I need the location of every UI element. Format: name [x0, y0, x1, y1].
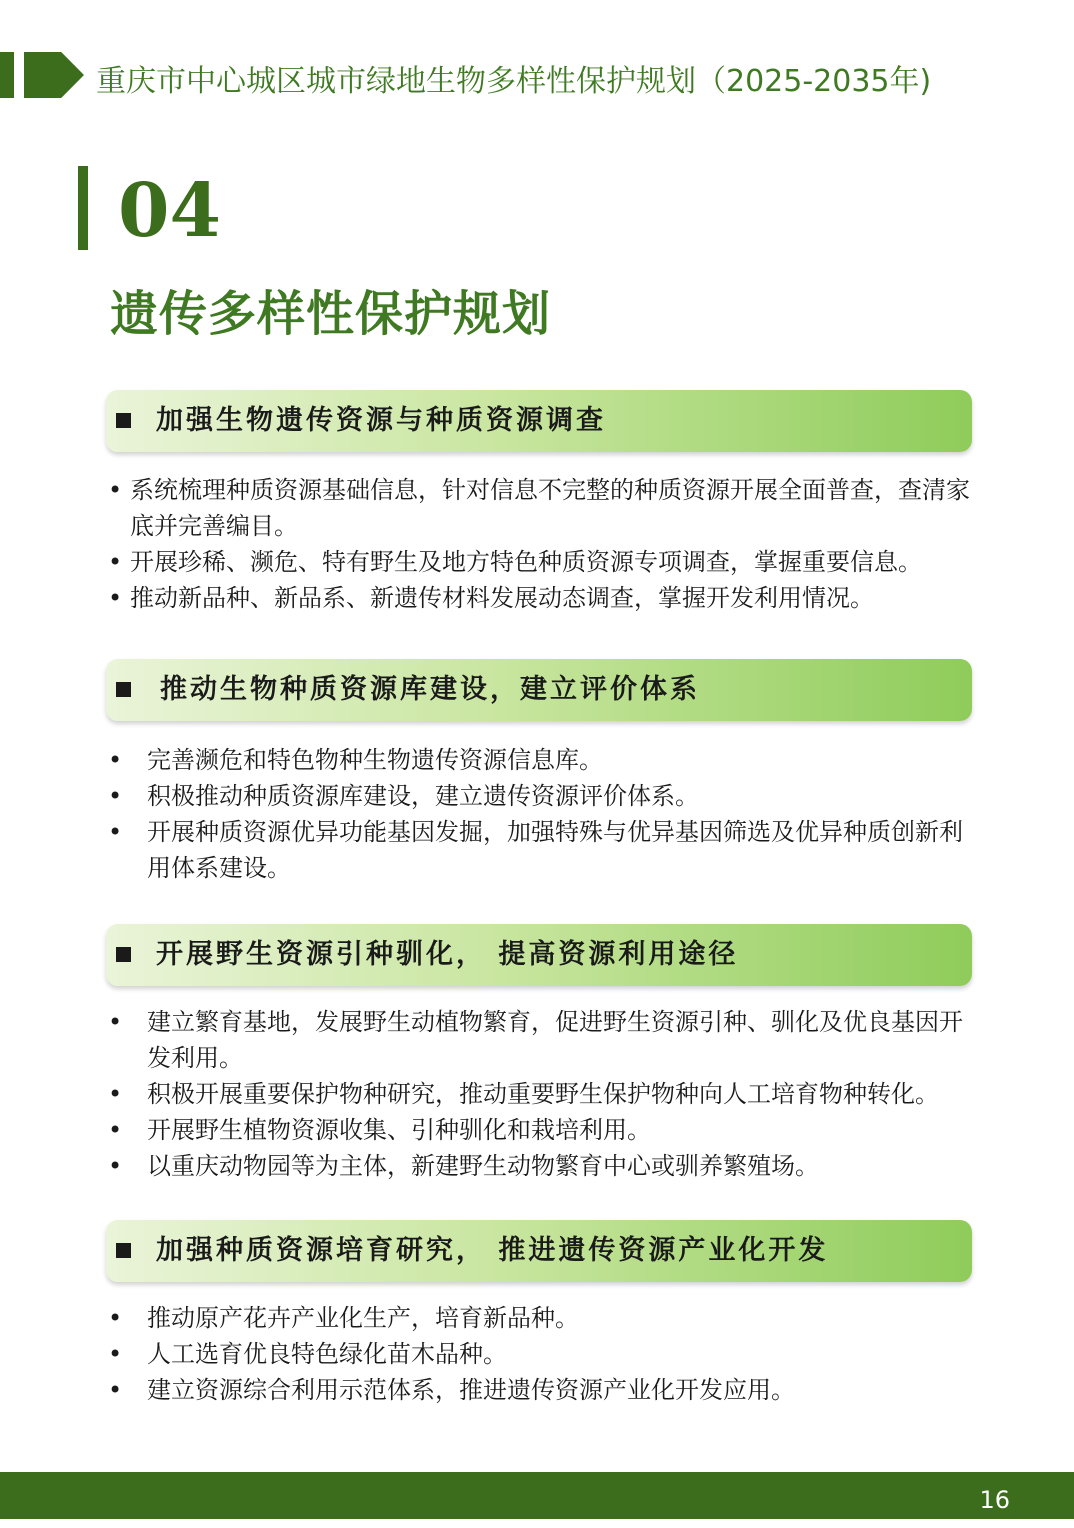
document-title: 重庆市中心城区城市绿地生物多样性保护规划（2025-2035年): [96, 64, 932, 99]
bullet-dot-icon: •: [108, 1008, 123, 1036]
section-list-germplasm-bank: [104, 742, 984, 886]
section-title: 加强种质资源培育研究， 推进遗传资源产业化开发: [156, 1235, 829, 1266]
square-bullet-icon: [116, 682, 131, 697]
list-item: • 人工选育优良特色绿化苗木品种。: [104, 1336, 984, 1372]
section-header-industrialization: [106, 1220, 972, 1282]
list-item: • 完善濒危和特色物种生物遗传资源信息库。: [104, 742, 984, 778]
bullet-dot-icon: •: [108, 584, 123, 612]
section-title: 开展野生资源引种驯化， 提高资源利用途径: [156, 939, 739, 970]
bullet-dot-icon: •: [108, 818, 123, 846]
square-bullet-icon: [116, 413, 131, 428]
header-bar: [0, 52, 14, 98]
bullet-dot-icon: •: [108, 1376, 123, 1404]
chapter-number: 04: [118, 168, 221, 254]
bullet-dot-icon: •: [108, 1080, 123, 1108]
page-footer: [0, 1472, 1074, 1519]
bullet-dot-icon: •: [108, 1152, 123, 1180]
bullet-dot-icon: •: [108, 1116, 123, 1144]
list-item: • 建立繁育基地，发展野生动植物繁育，促进野生资源引种、驯化及优良基因开发利用。: [104, 1004, 984, 1076]
list-item: • 开展种质资源优异功能基因发掘，加强特殊与优异基因筛选及优异种质创新利用体系建设。: [104, 814, 984, 886]
list-item: • 推动原产花卉产业化生产，培育新品种。: [104, 1300, 984, 1336]
bullet-dot-icon: •: [108, 746, 123, 774]
chapter-title: 遗传多样性保护规划: [110, 286, 552, 342]
list-item: • 开展野生植物资源收集、引种驯化和栽培利用。: [104, 1112, 984, 1148]
bullet-dot-icon: •: [108, 1304, 123, 1332]
list-item: • 积极推动种质资源库建设，建立遗传资源评价体系。: [104, 778, 984, 814]
section-title: 加强生物遗传资源与种质资源调查: [156, 405, 606, 436]
list-item: • 以重庆动物园等为主体，新建野生动物繁育中心或驯养繁殖场。: [104, 1148, 984, 1184]
square-bullet-icon: [116, 947, 131, 962]
chapter-marker-bar: [78, 166, 88, 250]
bullet-dot-icon: •: [108, 782, 123, 810]
section-list-wild-resources: [104, 1004, 984, 1184]
header-arrow-icon: [24, 52, 84, 98]
section-header-survey: [106, 390, 972, 452]
bullet-dot-icon: •: [108, 1340, 123, 1368]
page-number: 16: [979, 1486, 1010, 1514]
section-header-germplasm-bank: [106, 659, 972, 721]
section-list-survey: [104, 472, 984, 616]
section-title: 推动生物种质资源库建设，建立评价体系: [160, 674, 700, 705]
list-item: • 开展珍稀、濒危、特有野生及地方特色种质资源专项调查，掌握重要信息。: [104, 544, 984, 580]
bullet-dot-icon: •: [108, 476, 123, 504]
section-header-wild-resources: [106, 924, 972, 986]
list-item: • 系统梳理种质资源基础信息，针对信息不完整的种质资源开展全面普查，查清家底并完善编目。: [104, 472, 984, 544]
bullet-dot-icon: •: [108, 548, 123, 576]
list-item: • 推动新品种、新品系、新遗传材料发展动态调查，掌握开发利用情况。: [104, 580, 984, 616]
list-item: • 建立资源综合利用示范体系，推进遗传资源产业化开发应用。: [104, 1372, 984, 1408]
square-bullet-icon: [116, 1243, 131, 1258]
list-item: • 积极开展重要保护物种研究，推动重要野生保护物种向人工培育物种转化。: [104, 1076, 984, 1112]
section-list-industrialization: [104, 1300, 984, 1408]
